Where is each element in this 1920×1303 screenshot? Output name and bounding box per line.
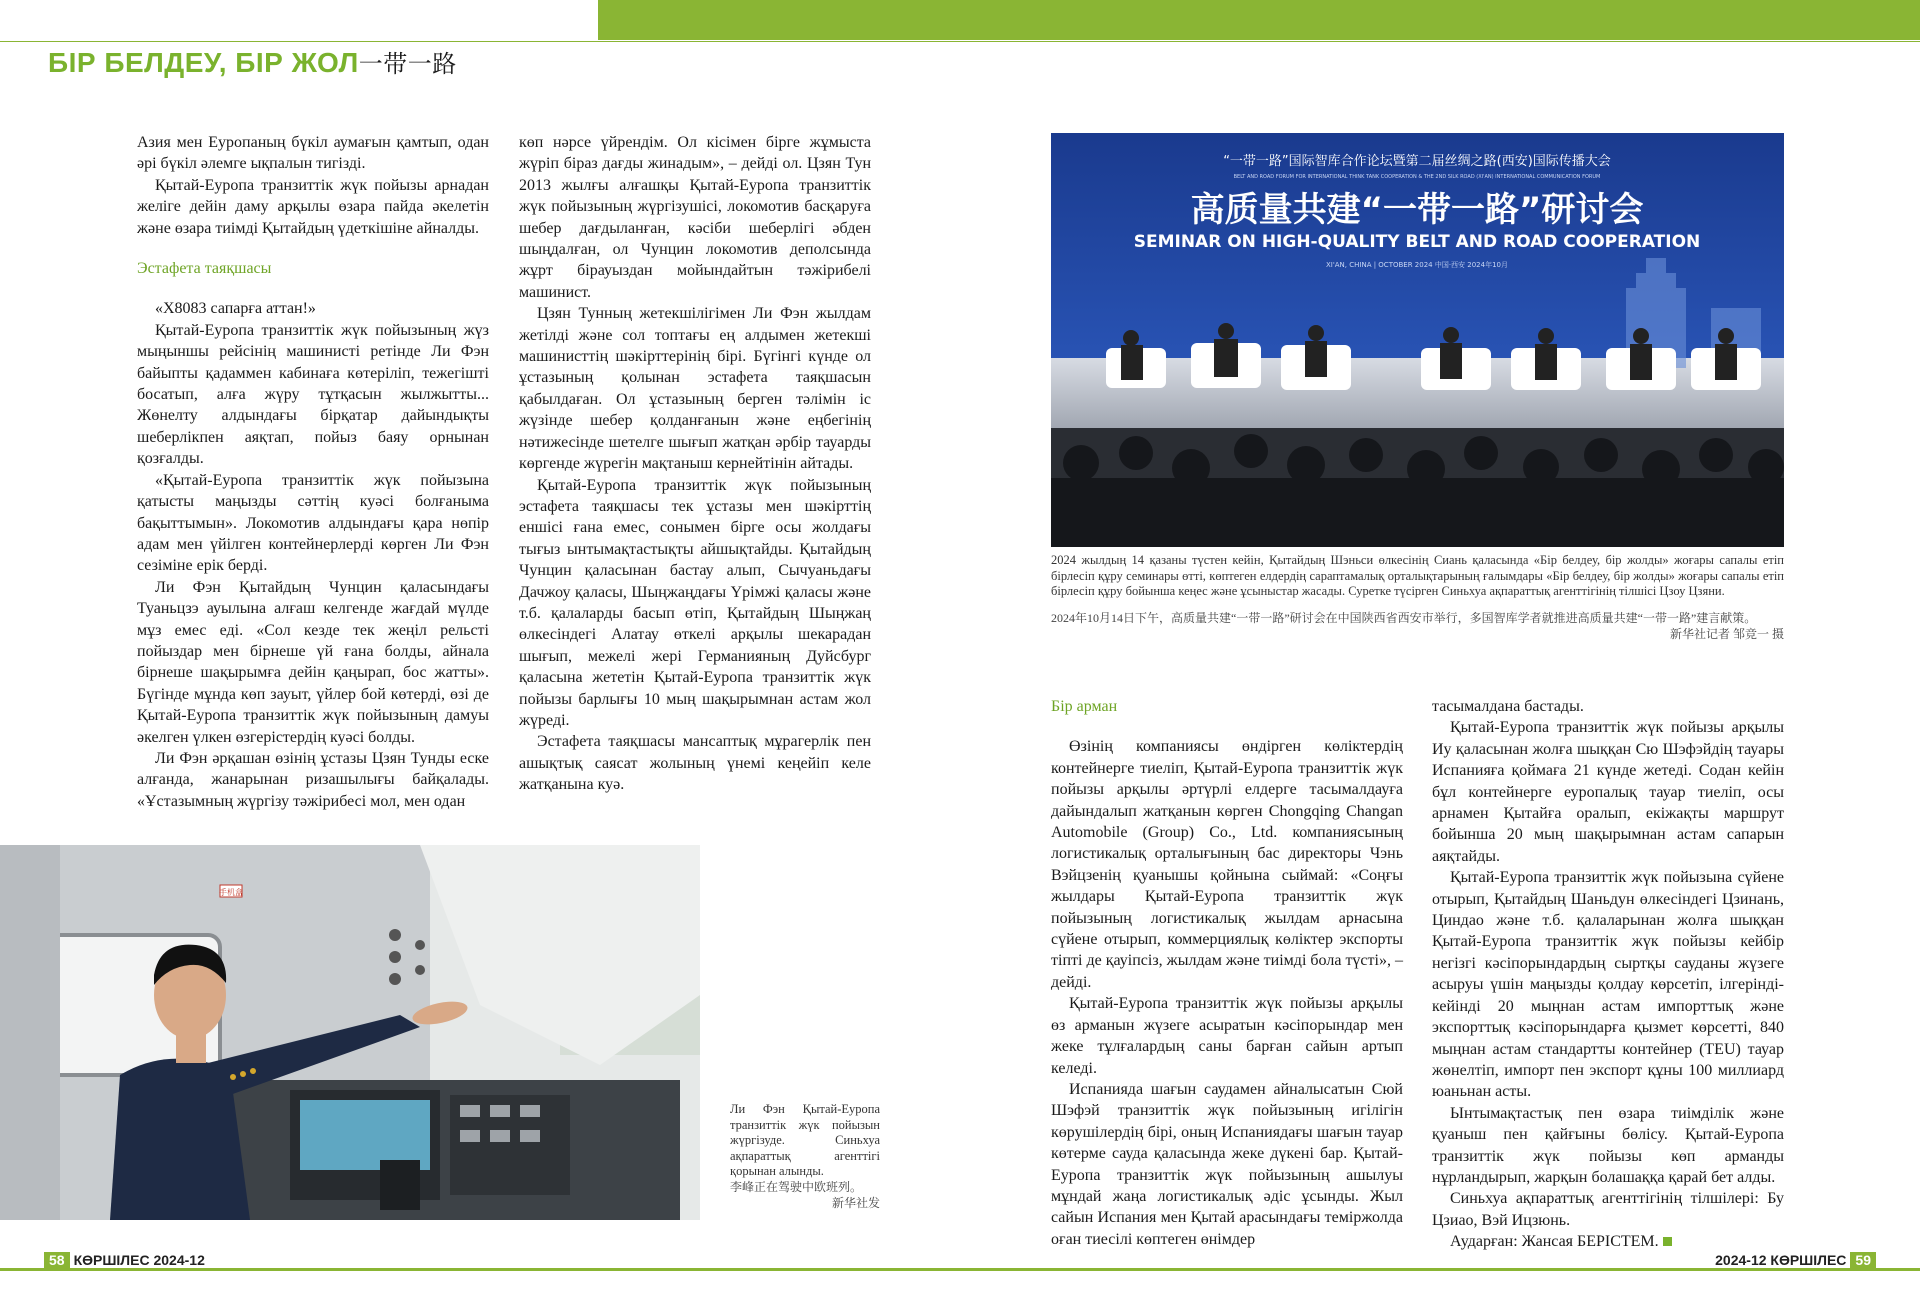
- paragraph: Ынтымақтастық пен өзара тиімділік және қуаныш пен қайғыны бөлісу. Қытай-Еуропа транзиттік жүк пойызы көп арманды нұрландырып, жарқын болашаққа қарай бет алды.: [1432, 1104, 1784, 1186]
- seminar-line1: “一带一路”国际智库合作论坛暨第二届丝绸之路(西安)国际传播大会: [1223, 154, 1611, 169]
- page-number-right: 59: [1850, 1252, 1876, 1268]
- seminar-caption-cn: 2024年10月14日下午，高质量共建“一带一路”研讨会在中国陕西省西安市举行，多国智库学者就推进高质量共建“一带一路”建言献策。: [1051, 611, 1757, 625]
- paragraph: Қытай-Еуропа транзиттік жүк пойызының жүз мыңыншы рейсінің машинисті ретінде Ли Фэн байыпты қадаммен кабинаға көтеріліп, тежегішті босатып, алға жүру тұтқасын жылжытты... Жөнелту алдындағы бірқатар дайындықты шеберлікпен аяқтап, пойыз баяу орнынан қозғалды.: [137, 321, 489, 468]
- top-color-bar: [598, 0, 1920, 40]
- paragraph: Цзян Тунның жетекшілігімен Ли Фэн жылдам жетілді және сол топтағы ең алдымен жетекші машинисттің шәкірттерінің бірі. Бүгінгі күнде ол ұстазының қолынан эстафета таяқшасын қабылдаған. Ол ұстазының берген тәлімін іс жүзінде шебер қолданғанын және еңбегінің нәтижесінде шетелге шығып жатқан әрбір тауарды көргенде жүрегін мақтаныш кернейтінін айтады.: [519, 305, 871, 473]
- train-driver-photo: [0, 845, 700, 1220]
- seminar-title-en: SEMINAR ON HIGH-QUALITY BELT AND ROAD COOPERATION: [1133, 232, 1701, 252]
- end-mark: [1663, 1237, 1672, 1246]
- top-rule: [0, 41, 1920, 42]
- paragraph: Қытай-Еуропа транзиттік жүк пойызы арқылы Иу қаласынан жолға шыққан Сю Шэфэйдің тауары Испанияға қоймаға 21 күнде жетеді. Содан кейін бұл контейнерге еуропалық тауар тиеліп, осы арнамен Қытайға оралып, екіжақты маршрут бойынша 20 мың шақырымнан астам сапарын аяқтайды.: [1432, 719, 1784, 865]
- paragraph: [1432, 1231, 1784, 1252]
- seminar-photo-credit: 新华社记者 邹竞一 摄: [1669, 627, 1784, 641]
- paragraph: Қытай-Еуропа транзиттік жүк пойызы арқылы өз арманын жүзеге асыратын кәсіпорындар мен жеке тұлғалардың саны барған сайын артып келеді.: [1051, 995, 1403, 1077]
- text-column-2: [519, 132, 871, 796]
- paragraph: Қытай-Еуропа транзиттік жүк пойызына сүйене отырып, Қытайдың Шаньдун өлкесіндегі Цзинань, Циндао және т.б. қалаларынан жолға шыққан Қытай-Еуропа транзиттік жүк пойызы кейбір негізгі кәсіпорындардың сыртқы сауданы жүзеге асыруы үшін маңызды қолдау көрсетіп, ілгерінді-кейінді 20 мыңнан астам импорттық және экспорттық кәсіпорындарға қызмет көрсетті, 840 мыңнан астам стандартты контейнер (TEU) тауар жөнелтіп, импорт пен экспорт құны 100 миллиард юаньнан асты.: [1432, 869, 1784, 1101]
- paragraph: Өзінің компаниясы өндірген көліктердің контейнерге тиеліп, Қытай-Еуропа транзиттік жүк пойызы арқылы әртүрлі елдерге тасымалдауға дайындалып жатқанын көрген Chongqing Changan Automobile (Group) Co., Ltd. компаниясының логистикалық орталығының бас директоры Чэнь Вэйцзенің қуанышы қойнына сыймай: «Соңғы жылдары Қытай-Еуропа транзиттік жүк пойызының логистикалық жылдам арнасына сүйене отырып, коммерциялық көліктер экспорты тіпті де қауіпсіз, жылдам және тиімді бола түсті», – дейді.: [1051, 738, 1403, 991]
- bottom-rule: [0, 1268, 1920, 1271]
- seminar-caption-kz: 2024 жылдың 14 қазаны түстен кейін, Қытайдың Шэньси өлкесінің Сиань қаласында «Бір белдеу, бір жолды» жоғары сапалы етіп бірлесіп құру семинары өтті, көптеген елдердің сараптамалық орталықтарының ғалымдары «Бір белдеу, бір жолды» жоғары сапалы етіп бірлесіп құру бойынша кеңес және ұсыныстар жасады. Суретке түсірген Синьхуа ақпараттық агенттігінің тілшісі Цзоу Цзяни.: [1051, 553, 1784, 598]
- text-column-4: [1432, 696, 1784, 1253]
- driver-caption-kz: Ли Фэн Қытай-Еуропа транзиттік жүк пойызын жүргізуде. Синьхуа ақпараттық агенттігі қорынан алынды.: [730, 1102, 880, 1178]
- paragraph: Испанияда шағын саудамен айналысатын Сюй Шэфэй транзиттік жүк пойызының игілігін көрушілердің бірі, оның Испаниядағы шағын тауар көтерме сауда қаласында жеке дүкені бар. Қытай-Еуропа транзиттік жүк пойызының ашылуы мұндай жаңа логистикалық әдіс ұсынды. Жыл сайын Испания мен Қытай арасындағы теміржолда оған тиесілі көптеген өнімдер: [1051, 1080, 1403, 1248]
- paragraph: Қытай-Еуропа транзиттік жүк пойызы арнадан желіге дейін даму арқылы өзара пайда әкелетін және өзара тиімді Қытайдың үдеткішіне айналды.: [137, 176, 489, 237]
- seminar-photo: [1051, 133, 1784, 547]
- translator-credit: Аударған: Жансая БЕРІСТЕМ.: [1450, 1233, 1659, 1251]
- seminar-line2: BELT AND ROAD FORUM FOR INTERNATIONAL THINK TANK COOPERATION & THE 2ND SILK ROAD (XI'AN) INTERNATIONAL COMMUNICATION FORUM: [1233, 174, 1601, 180]
- footer-right: [1715, 1252, 1876, 1268]
- paragraph: «Қытай-Еуропа транзиттік жүк пойызына қатысты маңызды сәттің куәсі болғаныма бақыттымын». Локомотив алдындағы қара нөпір адам мен үйілген контейнерлерді көрген Ли Фэн сезіміне ерік берді.: [137, 471, 489, 575]
- paragraph: Ли Фэн Қытайдың Чунцин қаласындағы Туаньцзэ ауылына алғаш келгенде жағдай мүлде мұз емес еді. «Сол кезде тек жеңіл рельсті пойыздар мен бірнеше үй ғана болды, айнала бірнеше шақырымға дейін қаңырап, бос жатты». Бүгінде мұнда көп зауыт, үйлер бой көтерді, өзі де Қытай-Еуропа транзиттік жүк пойызының дамуы әкелген үлкен өзгерістердің куәсі болды.: [137, 578, 489, 746]
- driver-caption-cn: 李峰正在驾驶中欧班列。: [730, 1180, 863, 1194]
- driver-photo-credit: 新华社发: [831, 1196, 880, 1210]
- paragraph: Ли Фэн әрқашан өзінің ұстазы Цзян Тунды еске алғанда, жанарынан ризашылығы байқалады. «Ұстазымның жүргізу тәжірибесі мол, мен одан: [137, 749, 489, 810]
- section-title: БІР БЕЛДЕУ, БІР ЖОЛ: [48, 47, 359, 78]
- seminar-photo-illustration: [1051, 133, 1784, 547]
- seminar-title-cn: 高质量共建“一带一路”研讨会: [1190, 190, 1644, 230]
- subheading-one-dream: Бір арман: [1051, 698, 1118, 715]
- paragraph: Синьхуа ақпараттық агенттігінің тілшілері: Бу Цзиао, Вэй Ицзюнь.: [1432, 1190, 1784, 1229]
- train-driver-illustration: [0, 845, 700, 1220]
- section-header: [48, 44, 457, 79]
- paragraph: Азия мен Еуропаның бүкіл аумағын қамтып, одан әрі бүкіл әлемге ықпалын тигізді.: [137, 134, 489, 173]
- paragraph: «Х8083 сапарға аттан!»: [155, 300, 316, 318]
- text-column-1: [137, 132, 489, 812]
- footer-left: [44, 1252, 205, 1268]
- footer-magazine-right: 2024-12 КӨРШІЛЕС: [1715, 1252, 1847, 1268]
- page-number-left: 58: [44, 1252, 70, 1268]
- paragraph: Қытай-Еуропа транзиттік жүк пойызының эстафета таяқшасы тек ұстазы мен шәкірттің еншісі ғана емес, сонымен бірге осы жолдағы тығыз ынтымақтастықты айшықтайды. Қытайдың Чунцин қаласынан бастау алып, Сычуаньдағы Дачжоу қаласы, Шыңжаңдағы Үрімжі қаласы және т.б. қалаларды басып өтіп, Қытайдың Шыңжаң өлкесіндегі Алатау өткелі арқылы шекарадан шығып, межелі жері Германияның Дуйсбург қаласына жететін Қытай-Еуропа транзиттік жүк пойызы барлығы 10 мың шақырымнан астам жол жүреді.: [519, 476, 871, 729]
- cab-sign: 手机盒: [219, 888, 243, 897]
- footer-magazine-left: КӨРШІЛЕС 2024-12: [73, 1252, 205, 1268]
- text-column-3: [1051, 696, 1403, 1250]
- section-title-cn: 一带一路: [358, 51, 457, 78]
- paragraph: көп нәрсе үйрендім. Ол кісімен бірге жұмыста жүріп біраз дағды жинадым», – дейді ол. Цзян Тун 2013 жылғы алғашқы Қытай-Еуропа транзиттік жүк пойызының жүргізушісі, локомотив басқаруға шебер дағдыланған, кәсіби шеберлігі әбден шыңдалған, ол Чунцин локомотив деполсында жұрт бірауыздан мойындайтын тәжірибелі машинист.: [519, 134, 871, 301]
- seminar-place: XI'AN, CHINA | OCTOBER 2024 中国·西安 2024年10月: [1325, 261, 1509, 269]
- paragraph: Эстафета таяқшасы мансаптық мұрагерлік пен ашықтық саясат жолының үнемі кеңейіп келе жатқанына куә.: [519, 733, 871, 794]
- paragraph: тасымалдана бастады.: [1432, 698, 1584, 715]
- subheading-relay-baton: Эстафета таяқшасы: [137, 260, 272, 278]
